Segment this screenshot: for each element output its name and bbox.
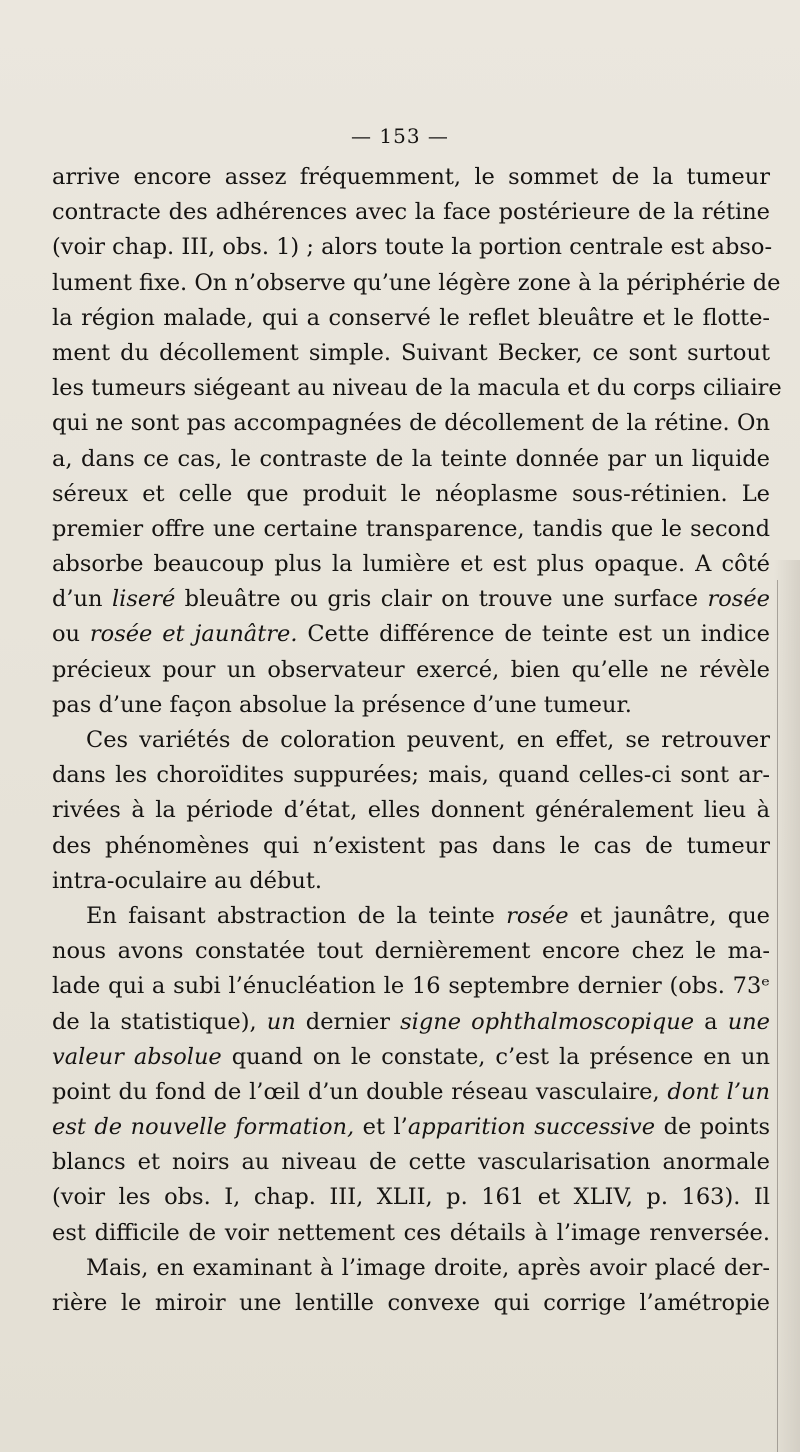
- text-line: absorbe beaucoup plus la lumière et est plus opaque. A côté: [52, 551, 770, 578]
- text-line: contracte des adhérences avec la face postérieure de la rétine: [52, 199, 770, 226]
- text-line: la région malade, qui a conservé le reflet bleuâtre et le flotte-: [52, 304, 770, 331]
- text-line: arrive encore assez fréquemment, le sommet de la tumeur: [52, 164, 770, 190]
- text-line: précieux pour un observateur exercé, bien qu’elle ne révèle: [52, 656, 770, 683]
- text-segment: et jaunâtre, que: [568, 902, 770, 929]
- text-segment: d’un: [52, 586, 112, 613]
- italic-text: dont l’un: [667, 1078, 770, 1105]
- text-line: Mais, en examinant à l’image droite, après avoir placé der-: [86, 1254, 770, 1281]
- text-segment: En faisant abstraction de la teinte: [86, 902, 507, 929]
- text-line: dans les choroïdites suppurées; mais, quand celles-ci sont ar-: [52, 762, 770, 789]
- text-segment: de la statistique),: [52, 1008, 267, 1035]
- text-line: pas d’une façon absolue la présence d’une tumeur.: [52, 691, 632, 718]
- text-segment: a: [694, 1008, 728, 1035]
- text-segment: dernier: [295, 1008, 401, 1035]
- page-edge-line: [777, 580, 778, 1452]
- text-line: lade qui a subi l’énucléation le 16 septembre dernier (obs. 73ᵉ: [52, 973, 770, 1000]
- text-segment: point du fond de l’œil d’un double réseau vasculaire,: [52, 1078, 668, 1105]
- text-line: ment du décollement simple. Suivant Becker, ce sont surtout: [52, 339, 770, 366]
- text-line: [52, 1110, 770, 1145]
- italic-text: liseré: [111, 586, 176, 613]
- text-segment: de points: [655, 1114, 770, 1141]
- italic-text: rosée et jaunâtre.: [89, 621, 298, 648]
- text-line: [52, 1005, 770, 1040]
- italic-text: rosée: [707, 586, 770, 613]
- text-line: des phénomènes qui n’existent pas dans le cas de tumeur: [52, 832, 770, 859]
- text-line: rivées à la période d’état, elles donnent généralement lieu à: [52, 797, 770, 824]
- italic-text: rosée: [506, 902, 569, 929]
- text-line: Ces variétés de coloration peuvent, en effet, se retrouver: [86, 727, 770, 753]
- text-line: nous avons constatée tout dernièrement encore chez le ma-: [52, 938, 770, 965]
- text-segment: quand on le constate, c’est la présence en un: [221, 1043, 770, 1070]
- text-line: (voir les obs. I, chap. III, XLII, p. 161 et XLIV, p. 163). Il: [52, 1184, 770, 1211]
- text-line: [52, 1040, 770, 1075]
- italic-text: signe ophthalmoscopique: [400, 1008, 695, 1035]
- text-line: [52, 617, 770, 652]
- text-line: blancs et noirs au niveau de cette vascularisation anormale: [52, 1149, 770, 1176]
- body-text: [52, 160, 782, 1321]
- text-line: séreux et celle que produit le néoplasme sous-rétinien. Le: [52, 480, 770, 507]
- text-line: a, dans ce cas, le contraste de la teinte donnée par un liquide: [52, 445, 770, 472]
- text-line: les tumeurs siégeant au niveau de la macula et du corps ciliaire: [52, 375, 782, 402]
- text-line: (voir chap. III, obs. 1) ; alors toute la portion centrale est abso-: [52, 234, 773, 261]
- text-line: est difficile de voir nettement ces détails à l’image renversée.: [52, 1219, 770, 1246]
- text-line: lument fixe. On n’observe qu’une légère zone à la périphérie de: [52, 269, 781, 296]
- page-number: — 153 —: [351, 124, 449, 148]
- text-line: intra-oculaire au début.: [52, 867, 323, 894]
- italic-text: un: [266, 1008, 296, 1035]
- text-line: qui ne sont pas accompagnées de décollement de la rétine. On: [52, 410, 770, 437]
- text-line: [52, 582, 770, 617]
- italic-text: est de nouvelle formation,: [52, 1114, 355, 1141]
- text-line: rière le miroir une lentille convexe qui corrige l’amétropie: [52, 1290, 770, 1316]
- text-line: [52, 899, 770, 934]
- italic-text: apparition successive: [407, 1114, 656, 1141]
- text-segment: ou: [52, 621, 90, 648]
- italic-text: une: [727, 1008, 770, 1035]
- text-segment: bleuâtre ou gris clair on trouve une surface: [175, 586, 708, 613]
- text-segment: et l’: [354, 1114, 408, 1141]
- italic-text: valeur absolue: [52, 1043, 222, 1070]
- text-segment: Cette différence de teinte est un indice: [297, 621, 770, 648]
- text-line: premier offre une certaine transparence, tandis que le second: [52, 515, 770, 542]
- text-line: [52, 1075, 770, 1110]
